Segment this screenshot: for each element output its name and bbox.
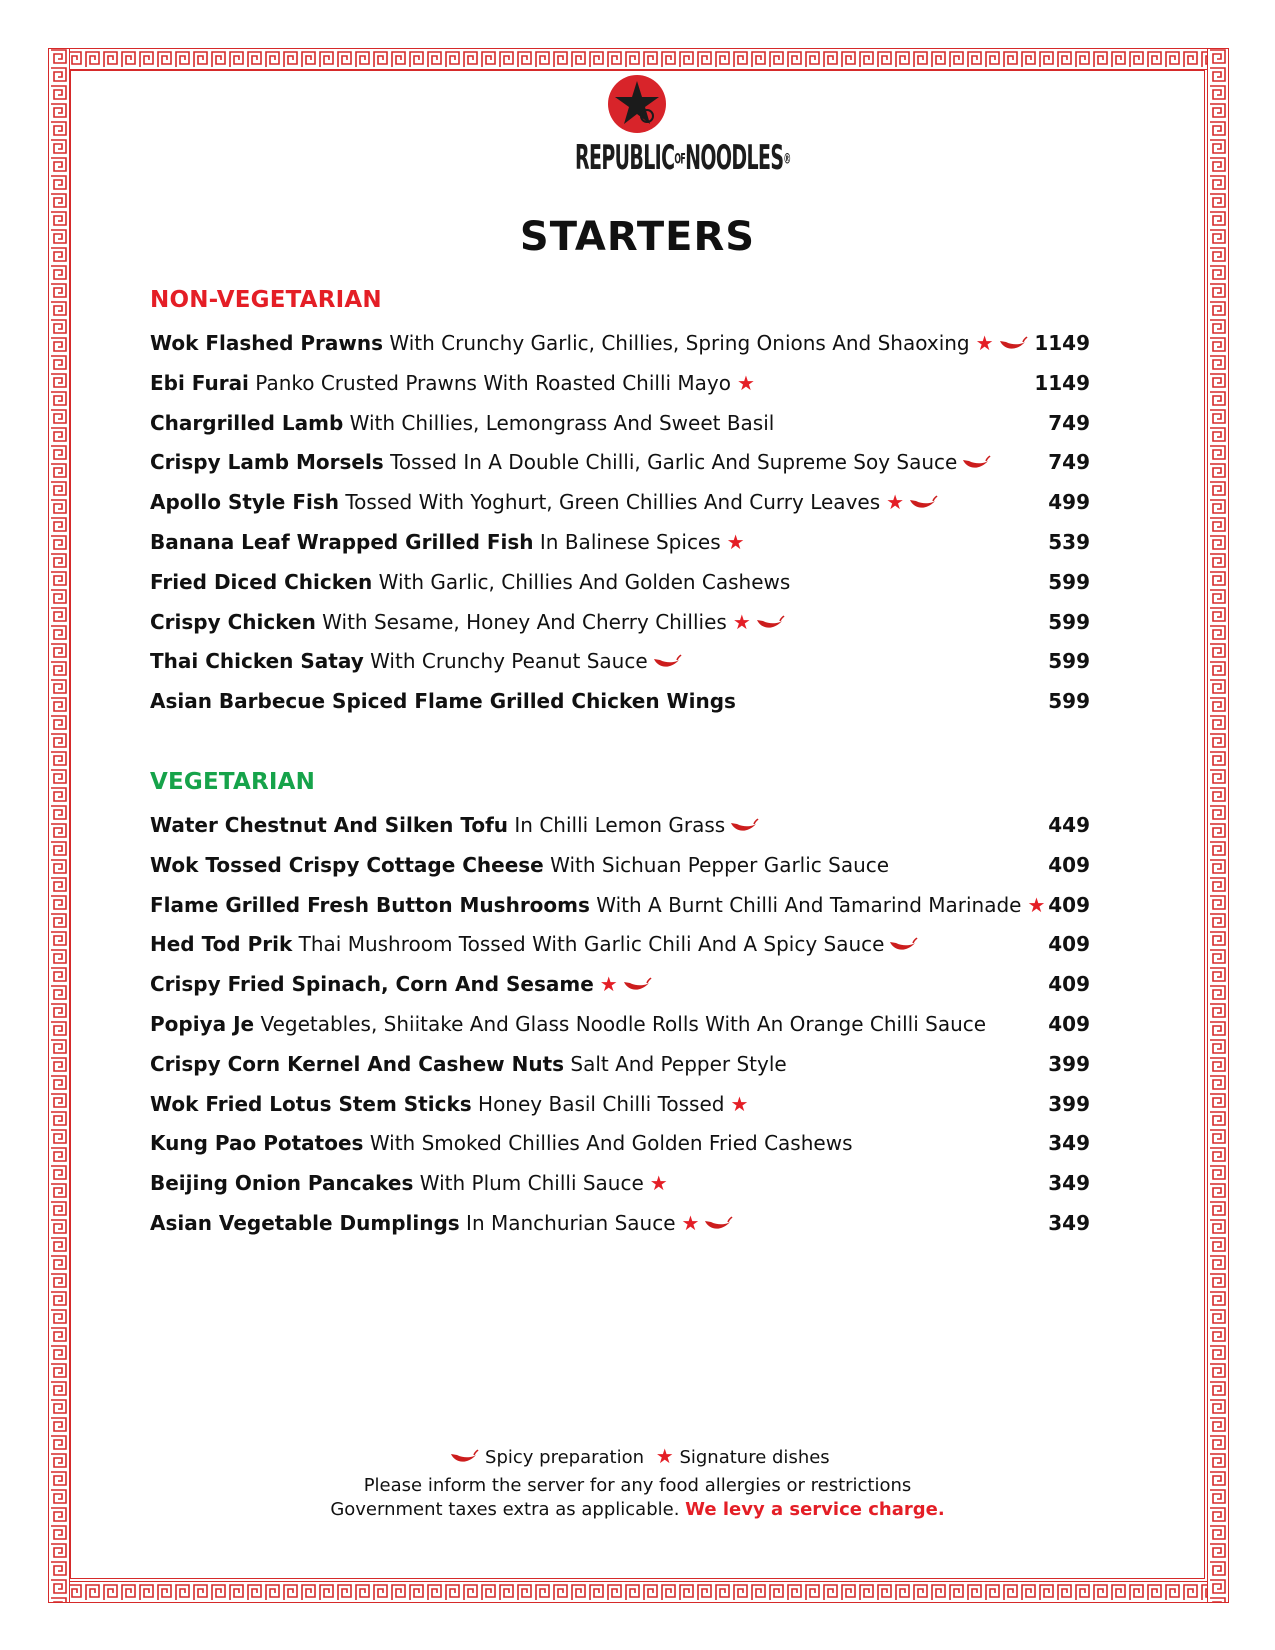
menu-item-text <box>150 527 745 557</box>
menu-item-name: Banana Leaf Wrapped Grilled Fish <box>150 529 534 554</box>
menu-item-text <box>150 929 918 963</box>
menu-item-name: Crispy Corn Kernel And Cashew Nuts <box>150 1051 565 1076</box>
menu-item-text <box>150 408 774 438</box>
menu-item-description: In Manchurian Sauce <box>466 1210 676 1235</box>
logo-word-of: OF <box>674 151 686 168</box>
menu-item-description: With Crunchy Garlic, Chillies, Spring Onions And Shaoxing <box>389 331 970 355</box>
menu-item-description: Thai Mushroom Tossed With Garlic Chili And A Spicy Sauce <box>298 932 885 957</box>
spicy-chilli-icon <box>998 332 1028 362</box>
menu-item-text <box>150 607 785 641</box>
menu-item-name: Kung Pao Potatoes <box>150 1131 364 1156</box>
menu-item <box>150 1089 1090 1129</box>
menu-item-text <box>150 567 790 597</box>
menu-item <box>150 646 1090 686</box>
menu-item-name: Ebi Furai <box>150 370 249 395</box>
signature-star-icon: ★ <box>599 972 618 997</box>
menu-item-description: Honey Basil Chilli Tossed <box>478 1091 725 1116</box>
menu-item-price: 409 <box>1048 932 1090 957</box>
menu-item-text <box>150 1089 748 1119</box>
menu-item-price: 1149 <box>1034 370 1090 395</box>
menu-item-description: Salt And Pepper Style <box>570 1051 787 1076</box>
menu-item-text <box>150 1208 733 1242</box>
menu-item-name: Crispy Lamb Morsels <box>150 450 384 475</box>
menu-item-price: 599 <box>1048 569 1090 594</box>
menu-item-description: Tossed In A Double Chilli, Garlic And Supreme Soy Sauce <box>390 450 958 475</box>
menu-item-text <box>150 850 889 880</box>
menu-item-price: 749 <box>1048 410 1090 435</box>
menu-item <box>150 1208 1090 1248</box>
menu-item <box>150 368 1090 408</box>
menu-item-description: In Chilli Lemon Grass <box>514 813 726 837</box>
menu-item <box>150 1128 1090 1168</box>
logo-wordmark <box>575 138 791 178</box>
menu-item-description: In Balinese Spices <box>539 529 721 554</box>
menu-item-text <box>150 810 759 844</box>
menu-item-description: With Sesame, Honey And Cherry Chillies <box>322 609 727 634</box>
menu-item-text <box>150 1009 986 1039</box>
menu-item-price: 1149 <box>1034 331 1090 355</box>
spicy-chilli-icon <box>703 1212 733 1242</box>
menu-item <box>150 929 1090 969</box>
menu-item-price: 749 <box>1048 450 1090 475</box>
menu-item-description: With Garlic, Chillies And Golden Cashews <box>378 569 791 594</box>
menu-item <box>150 408 1090 448</box>
menu-item-name: Crispy Fried Spinach, Corn And Sesame <box>150 972 594 997</box>
menu-item <box>150 686 1090 726</box>
menu-item <box>150 890 1090 930</box>
signature-star-icon: ★ <box>681 1210 700 1235</box>
spicy-chilli-icon <box>888 933 918 963</box>
menu-item-price: 499 <box>1048 490 1090 515</box>
signature-star-icon: ★ <box>732 609 751 634</box>
menu-item-price: 349 <box>1048 1210 1090 1235</box>
menu-item-text <box>150 646 682 680</box>
menu-list-non-vegetarian <box>150 328 1090 726</box>
menu-item <box>150 810 1090 850</box>
menu-item-price: 409 <box>1048 1011 1090 1036</box>
menu-item <box>150 527 1090 567</box>
menu-item <box>150 850 1090 890</box>
menu-item-name: Wok Tossed Crispy Cottage Cheese <box>150 852 544 877</box>
logo-word-republic: REPUBLIC <box>575 138 675 178</box>
logo-word-noodles: NOODLES <box>685 138 784 178</box>
menu-item <box>150 567 1090 607</box>
menu-item-name: Wok Flashed Prawns <box>150 331 383 355</box>
menu-item-description: With A Burnt Chilli And Tamarind Marinade <box>596 892 1022 917</box>
menu-item-price: 349 <box>1048 1171 1090 1196</box>
menu-item-description: Vegetables, Shiitake And Glass Noodle Rolls With An Orange Chilli Sauce <box>260 1011 987 1036</box>
menu-list-vegetarian <box>150 810 1090 1248</box>
menu-item <box>150 969 1090 1009</box>
legend-spicy-label: Spicy preparation <box>485 1447 645 1468</box>
menu-item-description: Panko Crusted Prawns With Roasted Chilli Mayo <box>255 370 732 395</box>
signature-star-icon: ★ <box>730 1091 749 1116</box>
menu-item <box>150 447 1090 487</box>
chilli-pepper-icon <box>449 1449 479 1474</box>
signature-star-icon: ★ <box>886 490 905 515</box>
menu-item-description: With Chillies, Lemongrass And Sweet Basil <box>349 410 775 435</box>
tax-note: Government taxes extra as applicable. <box>330 1499 680 1520</box>
menu-item-name: Asian Barbecue Spiced Flame Grilled Chicken Wings <box>150 689 736 714</box>
signature-star-icon: ★ <box>737 370 755 395</box>
allergy-note: Please inform the server for any food allergies or restrictions <box>363 1475 912 1496</box>
menu-item-description: Tossed With Yoghurt, Green Chillies And Curry Leaves <box>345 490 881 515</box>
menu-item <box>150 1168 1090 1208</box>
spicy-chilli-icon <box>652 650 682 680</box>
menu-item-price: 599 <box>1048 689 1090 714</box>
menu-item <box>150 487 1090 527</box>
spicy-chilli-icon <box>961 451 991 481</box>
menu-item-text <box>150 1049 787 1079</box>
menu-item-price: 399 <box>1048 1051 1090 1076</box>
spicy-chilli-icon <box>622 973 652 1003</box>
menu-item-price: 539 <box>1048 529 1090 554</box>
legend-signature-label: Signature dishes <box>679 1447 830 1468</box>
menu-item-name: Beijing Onion Pancakes <box>150 1171 414 1196</box>
menu-item-price: 599 <box>1048 609 1090 634</box>
menu-item-description: With Sichuan Pepper Garlic Sauce <box>550 852 890 877</box>
border-bottom <box>48 1581 1229 1603</box>
menu-item <box>150 1009 1090 1049</box>
menu-item-text <box>150 969 652 1003</box>
menu-item <box>150 1049 1090 1089</box>
section-heading-vegetarian: VEGETARIAN <box>150 769 316 795</box>
legend <box>0 1444 1275 1474</box>
menu-item-text <box>150 328 1028 362</box>
menu-item-description: With Plum Chilli Sauce <box>419 1171 644 1196</box>
spicy-chilli-icon <box>729 814 759 844</box>
menu-item-text <box>150 447 991 481</box>
menu-item-name: Fried Diced Chicken <box>150 569 373 594</box>
menu-item-name: Hed Tod Prik <box>150 932 293 957</box>
menu-item-text <box>150 1168 668 1198</box>
logo-star-emblem-icon <box>607 74 667 134</box>
menu-item-text <box>150 686 736 716</box>
menu-item-description: With Crunchy Peanut Sauce <box>370 649 648 674</box>
service-charge-note: We levy a service charge. <box>685 1499 945 1520</box>
logo-registered-mark: ® <box>783 151 791 168</box>
menu-item <box>150 328 1090 368</box>
menu-item-text <box>150 1128 853 1158</box>
menu-item-name: Water Chestnut And Silken Tofu <box>150 813 509 837</box>
menu-item-name: Flame Grilled Fresh Button Mushrooms <box>150 892 590 917</box>
section-heading-non-vegetarian: NON-VEGETARIAN <box>150 287 382 313</box>
menu-item-text <box>150 487 938 521</box>
tax-note-line <box>0 1498 1275 1522</box>
menu-item-description: With Smoked Chillies And Golden Fried Cashews <box>369 1131 853 1156</box>
signature-star-icon: ★ <box>649 1171 668 1196</box>
signature-star-icon: ★ <box>975 331 994 355</box>
menu-item-price: 599 <box>1048 649 1090 674</box>
menu-item-name: Thai Chicken Satay <box>150 649 364 674</box>
border-left <box>48 48 70 1603</box>
menu-footer <box>0 1444 1275 1522</box>
menu-item-price: 349 <box>1048 1131 1090 1156</box>
menu-item-price: 449 <box>1048 813 1090 837</box>
star-icon: ★ <box>655 1444 674 1468</box>
menu-item-name: Chargrilled Lamb <box>150 410 344 435</box>
brand-logo <box>537 74 791 194</box>
menu-item-price: 399 <box>1048 1091 1090 1116</box>
menu-item-price: 409 <box>1048 892 1090 917</box>
menu-item-name: Apollo Style Fish <box>150 490 339 515</box>
menu-item-name: Asian Vegetable Dumplings <box>150 1210 460 1235</box>
menu-item-name: Crispy Chicken <box>150 609 316 634</box>
menu-item <box>150 607 1090 647</box>
menu-item-text <box>150 368 755 398</box>
menu-item-price: 409 <box>1048 972 1090 997</box>
menu-item-name: Wok Fried Lotus Stem Sticks <box>150 1091 472 1116</box>
border-right <box>1207 48 1229 1603</box>
page-title: STARTERS <box>519 214 756 260</box>
signature-star-icon: ★ <box>726 529 745 554</box>
border-top <box>48 48 1229 70</box>
menu-item-text <box>150 890 1045 920</box>
spicy-chilli-icon <box>908 491 938 521</box>
menu-item-price: 409 <box>1048 852 1090 877</box>
spicy-chilli-icon <box>755 611 785 641</box>
signature-star-icon: ★ <box>1027 892 1046 917</box>
menu-item-name: Popiya Je <box>150 1011 255 1036</box>
